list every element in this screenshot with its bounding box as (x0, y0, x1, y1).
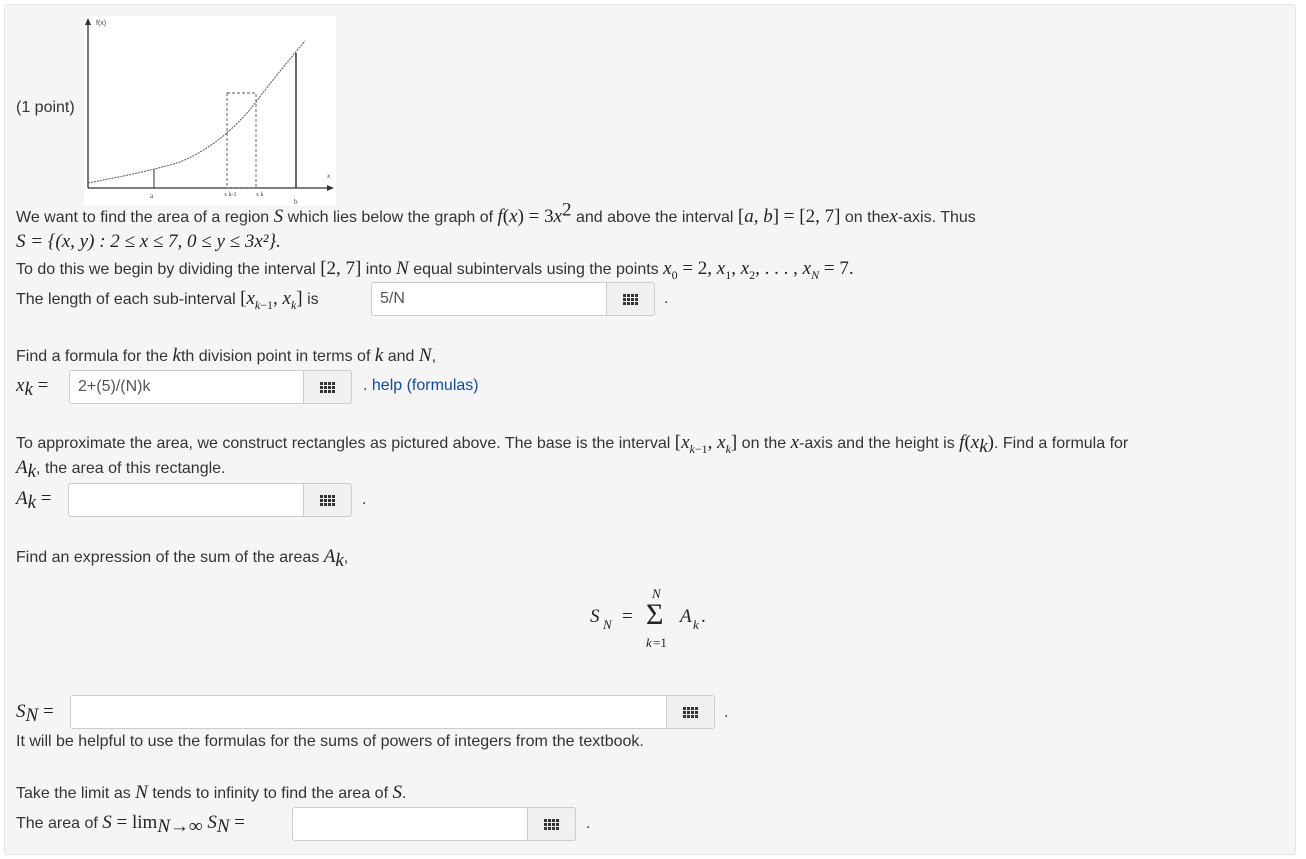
q3-label: $A_k$ = (16, 488, 52, 514)
tick-label-b: b (294, 198, 298, 206)
tick-label-a: a (150, 192, 154, 200)
q3-prompt-line-2: $A_k$, the area of this rectangle. (16, 457, 226, 483)
tick-label-xk1: x k-1 (224, 192, 237, 198)
set-definition: S = {(x, y) : 2 ≤ x ≤ 7, 0 ≤ y ≤ 3x²}. (16, 231, 281, 252)
q2-text: Find a formula for the (16, 348, 169, 365)
q3-text: -axis and the height is (799, 435, 955, 452)
q3-suffix: . (362, 491, 367, 508)
intro-text: which lies below the graph of (287, 209, 494, 226)
q5-equation-editor-button[interactable] (528, 807, 576, 841)
q4-label: $S_N$ = (16, 701, 54, 727)
intro-text: We want to find the area of a region (16, 209, 270, 226)
q4-answer-input[interactable] (70, 695, 667, 729)
help-formulas-link[interactable]: help (formulas) (371, 377, 479, 394)
q3-text: To approximate the area, we construct rectangles as pictured above. The base is the interval (16, 435, 671, 452)
q5-label: The area of $S = \lim_{N\to\infty} S_N$ = (16, 812, 245, 838)
q3-text: . Find a formula for (993, 435, 1129, 452)
grid-icon (683, 707, 698, 718)
q2-equation-editor-button[interactable] (304, 370, 352, 404)
x-axis-label: x (327, 172, 331, 180)
q5-text: tends to infinity to find the area of (152, 785, 389, 802)
q2-prompt: Find a formula for the kth division point in terms of k and N, (16, 345, 437, 366)
q5-prompt: Take the limit as N tends to infinity to find the area of S. (16, 782, 407, 803)
q2-help (363, 377, 479, 395)
points-label: (1 point) (16, 99, 75, 116)
q3-answer-input[interactable] (68, 483, 304, 517)
q4-note: It will be helpful to use the formulas for the sums of powers of integers from the textbook. (16, 733, 644, 750)
q2-label: $x_k$ = (16, 375, 49, 401)
grid-icon (320, 382, 335, 393)
q4-prompt: Find an expression of the sum of the areas $A_k$, (16, 546, 349, 572)
q4-text: Find an expression of the sum of the areas (16, 549, 320, 566)
q4-suffix: . (724, 704, 729, 721)
math-S: S (273, 206, 284, 227)
q1-answer-group (371, 282, 655, 316)
q4-equation-editor-button[interactable] (667, 695, 715, 729)
q1-prompt (16, 288, 319, 310)
q2-help-prefix: . (363, 377, 372, 394)
q2-text: and (387, 348, 415, 365)
intro-text: To do this we begin by dividing the interval (16, 261, 316, 278)
function-graph (84, 16, 336, 206)
q1-answer-input[interactable] (371, 282, 607, 316)
q5-text: Take the limit as (16, 785, 131, 802)
intro-text: -axis. Thus (897, 209, 976, 226)
q3-prompt-line-1: To approximate the area, we construct rectangles as pictured above. The base is the interval [$x_{k-1}$, $x_k$] on the x-axis and the height is $f(x_k)$. Find a formula for (16, 432, 1129, 458)
q2-answer-input[interactable] (69, 370, 304, 404)
q3-answer-group (68, 483, 352, 517)
q2-text: th division point in terms of (180, 348, 371, 365)
intro-line-3: To do this we begin by dividing the interval [2, 7] into N equal subintervals using the points $x_0 = 2$, $x_1$, $x_2$, . . . , $x_N = 7$. (16, 258, 854, 282)
math-interval-ab: [a, b] = [2, 7] (737, 206, 841, 227)
q3-equation-editor-button[interactable] (304, 483, 352, 517)
q4-answer-group (70, 695, 715, 729)
q5-answer-group (292, 807, 576, 841)
q2-answer-group (69, 370, 352, 404)
y-axis-label: f(x) (96, 20, 107, 27)
intro-line-1: We want to find the area of a region S which lies below the graph of $f(x) = 3x^2$ and above the interval [a, b] = [2, 7] on thex-axis. Thus (16, 199, 976, 227)
grid-icon (623, 294, 638, 305)
tick-label-xk: x k (256, 192, 264, 198)
math-subinterval: [$x_{k-1}$, $x_k$] (240, 288, 303, 312)
intro-text: on the (844, 209, 890, 226)
intro-text: and above the interval (576, 209, 734, 226)
q5-answer-input[interactable] (292, 807, 528, 841)
q5-text: The area of (16, 815, 98, 832)
intro-text: equal subintervals using the points (413, 261, 659, 278)
math-partition-points: $x_0 = 2$, $x_1$, $x_2$, . . . , $x_N = 7$. (663, 258, 854, 282)
q1-text: The length of each sub-interval (16, 291, 236, 308)
q1-suffix: . (664, 290, 669, 307)
grid-icon (544, 819, 559, 830)
grid-icon (320, 495, 335, 506)
q3-text: , the area of this rectangle. (36, 460, 226, 477)
q1-text: is (307, 291, 319, 308)
q5-suffix: . (586, 815, 591, 832)
q3-text: on the (741, 435, 787, 452)
math-f-x: f (497, 206, 503, 227)
q1-equation-editor-button[interactable] (607, 282, 655, 316)
summation-display: S N = N Σ k =1 A k . (590, 586, 706, 650)
intro-text: into (365, 261, 392, 278)
